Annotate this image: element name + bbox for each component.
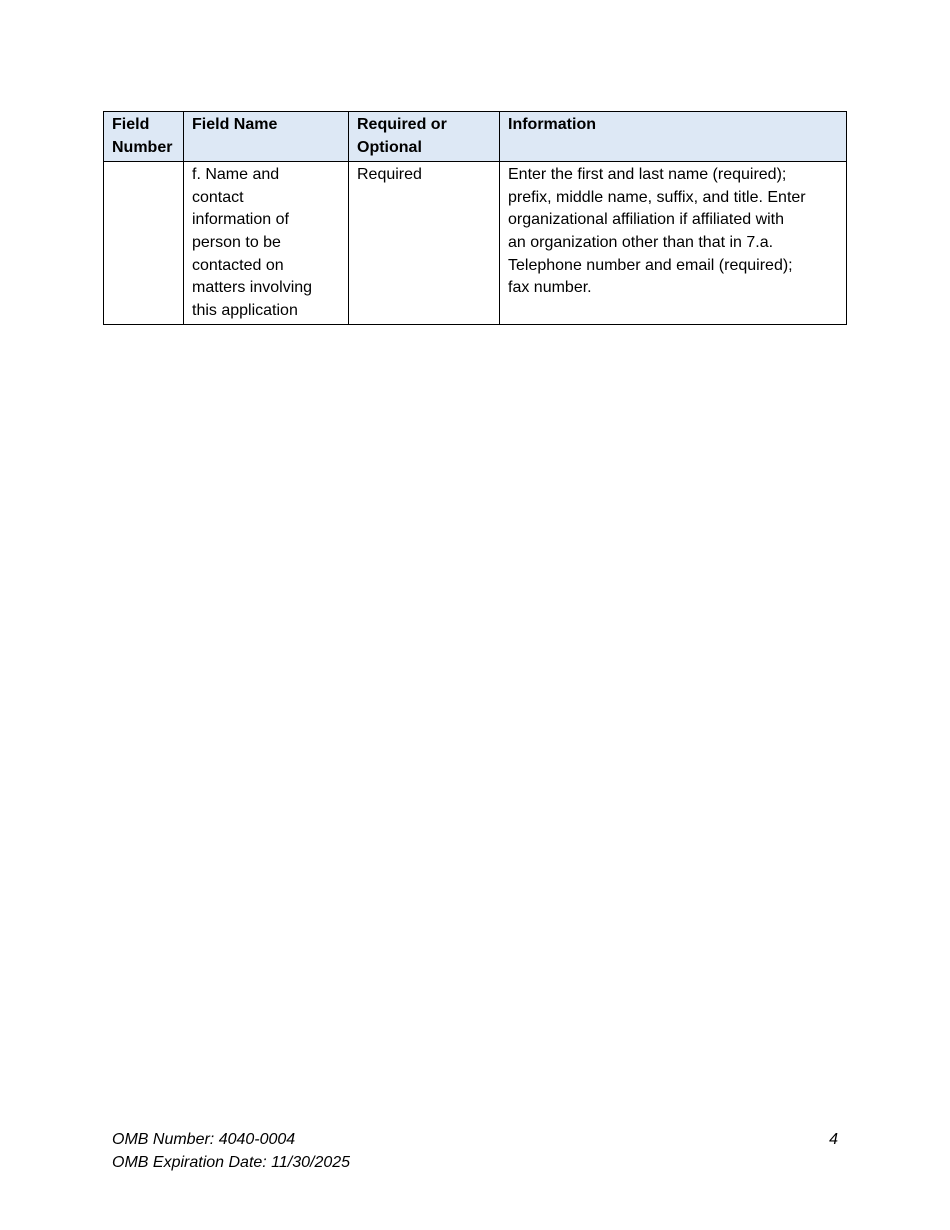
header-field-number: Field Number xyxy=(104,112,184,162)
header-required-or-optional: Required or Optional xyxy=(349,112,500,162)
table-header xyxy=(104,112,847,162)
table-body xyxy=(104,162,847,325)
page-footer xyxy=(112,1128,838,1174)
omb-number: OMB Number: 4040-0004 xyxy=(112,1131,296,1148)
field-instructions-table xyxy=(103,111,847,325)
cell-required-or-optional: Required xyxy=(349,162,500,325)
cell-information: Enter the first and last name (required); prefix, middle name, suffix, and title. Enter organizational affiliation if affiliated with an organization other than that in 7.a. Telephone number and email (required); fax number. xyxy=(500,162,847,325)
omb-expiration-date: OMB Expiration Date: 11/30/2025 xyxy=(112,1154,351,1171)
table-header-row xyxy=(104,112,847,162)
cell-field-number xyxy=(104,162,184,325)
header-information: Information xyxy=(500,112,847,162)
page-number: 4 xyxy=(829,1131,838,1148)
table-row xyxy=(104,162,847,325)
header-field-name: Field Name xyxy=(184,112,349,162)
cell-field-name: f. Name and contact information of person to be contacted on matters involving this application xyxy=(184,162,349,325)
